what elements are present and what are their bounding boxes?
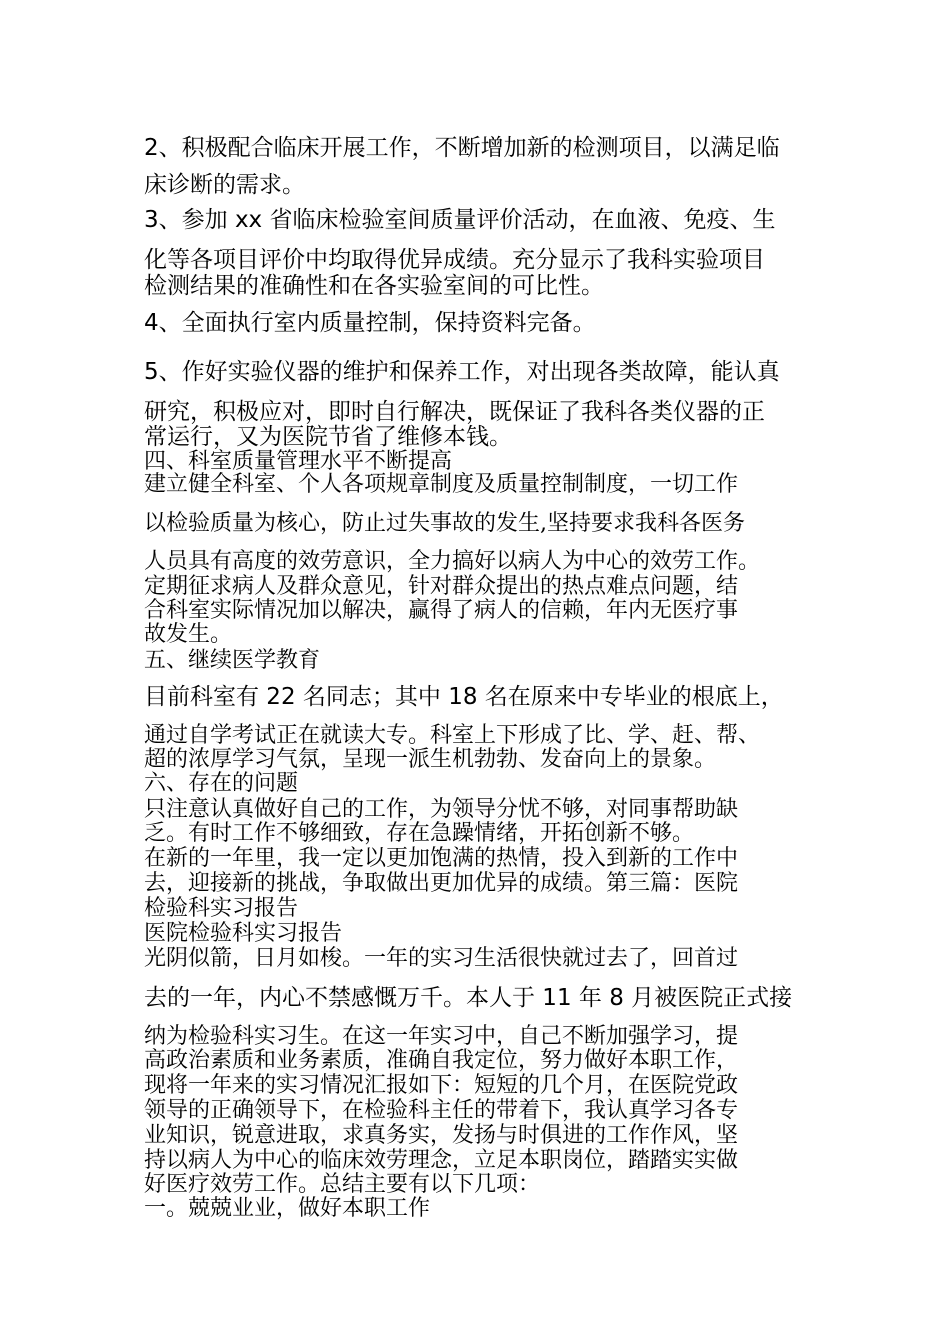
text-line: 4、全面执行室内质量控制，保持资料完备。 [144, 310, 596, 336]
text-line: 超的浓厚学习气氛，呈现一派生机勃勃、发奋向上的景象。 [144, 747, 717, 772]
text-line: 去，迎接新的挑战，争取做出更加优异的成绩。第三篇：医院 [144, 871, 739, 896]
text-line: 定期征求病人及群众意见，针对群众提出的热点难点问题，结 [144, 574, 739, 599]
text-line: 持以病人为中心的临床效劳理念，立足本职岗位，踏踏实实做 [144, 1148, 739, 1173]
text-line: 领导的正确领导下，在检验科主任的带着下，我认真学习各专 [144, 1098, 739, 1123]
text-line: 常运行，又为医院节省了维修本钱。 [144, 424, 512, 450]
section-heading: 六、存在的问题 [144, 771, 299, 796]
text-line: 通过自学考试正在就读大专。科室上下形成了比、学、赶、帮、 [144, 723, 761, 748]
text-line: 检测结果的准确性和在各实验室间的可比性。 [144, 273, 604, 299]
section-heading: 四、科室质量管理水平不断提高 [144, 449, 453, 474]
section-heading: 五、继续医学教育 [144, 648, 321, 673]
text-line: 故发生。 [144, 622, 233, 647]
text-line: 5、作好实验仪器的维护和保养工作，对出现各类故障，能认真 [144, 359, 780, 385]
text-line: 建立健全科室、个人各项规章制度及质量控制制度，一切工作 [144, 472, 739, 497]
section-heading: 一。兢兢业业，做好本职工作 [144, 1196, 431, 1221]
text-line: 3、参加 xx 省临床检验室间质量评价活动，在血液、免疫、生 [144, 207, 776, 233]
text-line: 检验科实习报告 [144, 896, 299, 921]
text-line: 床诊断的需求。 [144, 172, 305, 198]
text-line: 纳为检验科实习生。在这一年实习中，自己不断加强学习，提 [144, 1024, 739, 1049]
text-line: 以检验质量为核心，防止过失事故的发生,坚持要求我科各医务 [144, 511, 745, 536]
text-line: 去的一年，内心不禁感慨万千。本人于 11 年 8 月被医院正式接 [144, 985, 793, 1011]
text-line: 化等各项目评价中均取得优异成绩。充分显示了我科实验项目 [144, 247, 765, 273]
text-line: 人员具有高度的效劳意识，全力搞好以病人为中心的效劳工作。 [144, 549, 761, 574]
section-heading: 医院检验科实习报告 [144, 921, 343, 946]
text-line: 高政治素质和业务素质，准确自我定位，努力做好本职工作， [144, 1048, 739, 1073]
text-line: 只注意认真做好自己的工作，为领导分忧不够，对同事帮助缺 [144, 797, 739, 822]
text-line: 在新的一年里，我一定以更加饱满的热情，投入到新的工作中 [144, 846, 739, 871]
text-line: 光阴似箭，日月如梭。一年的实习生活很快就过去了，回首过 [144, 946, 739, 971]
text-line: 合科室实际情况加以解决，赢得了病人的信赖，年内无医疗事 [144, 598, 739, 623]
text-line: 2、积极配合临床开展工作，不断增加新的检测项目，以满足临 [144, 135, 780, 161]
text-line: 好医疗效劳工作。总结主要有以下几项： [144, 1172, 541, 1197]
text-line: 目前科室有 22 名同志；其中 18 名在原来中专毕业的根底上， [144, 684, 784, 710]
text-line: 业知识，锐意进取，求真务实，发扬与时俱进的工作作风，坚 [144, 1123, 739, 1148]
text-line: 现将一年来的实习情况汇报如下：短短的几个月，在医院党政 [144, 1073, 739, 1098]
text-line: 研究，积极应对，即时自行解决，既保证了我科各类仪器的正 [144, 399, 765, 425]
text-line: 乏。有时工作不够细致，存在急躁情绪，开拓创新不够。 [144, 821, 695, 846]
